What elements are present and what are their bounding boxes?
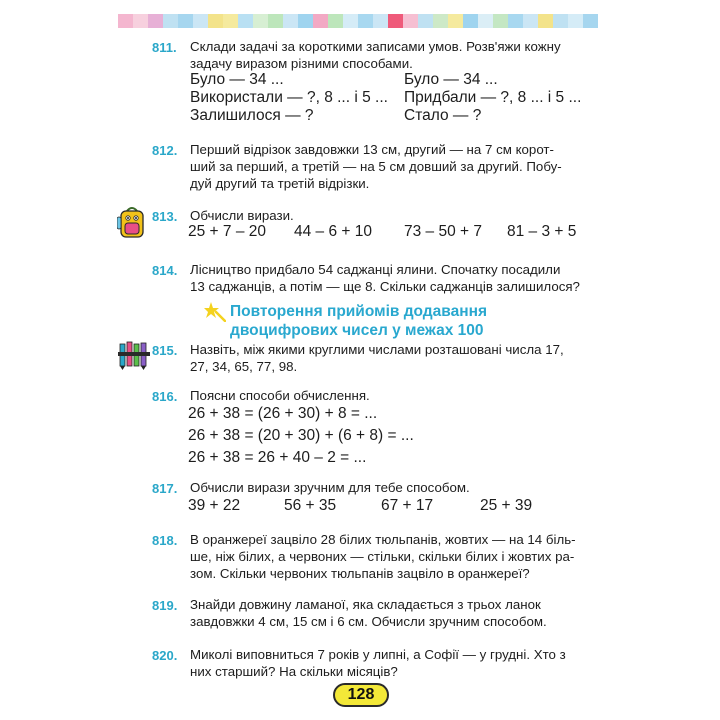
exercise-text: ше, ніж білих, а червоних — стільки, скільки білих і жовтих ра- [190, 549, 575, 564]
condition-right-2: Придбали — ?, 8 ... і 5 ... [404, 89, 582, 106]
expression: 25 + 39 [480, 497, 533, 514]
strip-square [118, 14, 133, 28]
exercise-text: зом. Скільки червоних тюльпанів зацвіло в оранжереї? [190, 566, 530, 581]
exercise-number: 817. [152, 481, 178, 496]
exercise-text: Поясни способи обчислення. [190, 388, 370, 403]
exercise-number: 813. [152, 209, 178, 224]
strip-square [463, 14, 478, 28]
condition-left-1: Було — 34 ... [190, 71, 284, 88]
expression: 67 + 17 [381, 497, 434, 514]
exercise-number: 812. [152, 143, 178, 158]
section-heading-line1: Повторення прийомів додавання [230, 303, 487, 320]
strip-square [433, 14, 448, 28]
strip-square [493, 14, 508, 28]
expression: 39 + 22 [188, 497, 241, 514]
section-heading [230, 302, 487, 340]
star-icon [204, 300, 226, 322]
decorative-color-strip [118, 14, 598, 28]
exercise-text: Перший відрізок завдовжки 13 см, другий — на 7 см корот- [190, 142, 554, 157]
exercise-text: Обчисли вирази. [190, 208, 294, 223]
strip-square [163, 14, 178, 28]
exercise-text: дуй другий та третій відрізки. [190, 176, 370, 191]
strip-square [403, 14, 418, 28]
condition-left-3: Залишилося — ? [190, 107, 314, 124]
strip-square [268, 14, 283, 28]
strip-square [298, 14, 313, 28]
strip-square [283, 14, 298, 28]
strip-square [343, 14, 358, 28]
strip-square [133, 14, 148, 28]
strip-square [313, 14, 328, 28]
exercise-text: Обчисли вирази зручним для тебе способом. [190, 480, 470, 495]
condition-left-2: Використали — ?, 8 ... і 5 ... [190, 89, 388, 106]
expression: 25 + 7 – 20 [188, 223, 266, 240]
strip-square [418, 14, 433, 28]
strip-square [538, 14, 553, 28]
strip-square [568, 14, 583, 28]
condition-right-3: Стало — ? [404, 107, 482, 124]
strip-square [523, 14, 538, 28]
strip-square [478, 14, 493, 28]
pencils-icon [118, 340, 152, 370]
strip-square [583, 14, 598, 28]
exercise-text: Лісництво придбало 54 саджанці ялини. Спочатку посадили [190, 262, 561, 277]
expression: 81 – 3 + 5 [507, 223, 577, 240]
exercise-text: Миколі виповниться 7 років у липні, а Софії — у грудні. Хто з [190, 647, 566, 662]
exercise-text: 27, 34, 65, 77, 98. [190, 359, 298, 374]
strip-square [208, 14, 223, 28]
exercise-text: Склади задачі за короткими записами умов. Розв'яжи кожну [190, 39, 561, 54]
section-heading-line2: двоцифрових чисел у межах 100 [230, 322, 484, 339]
exercise-number: 814. [152, 263, 178, 278]
exercise-text: завдовжки 4 см, 15 см і 6 см. Обчисли зручним способом. [190, 614, 547, 629]
strip-square [328, 14, 343, 28]
condition-right-1: Було — 34 ... [404, 71, 498, 88]
exercise-text: них старший? На скільки місяців? [190, 664, 398, 679]
exercise-number: 811. [152, 40, 177, 55]
strip-square [223, 14, 238, 28]
exercise-text: В оранжереї зацвіло 28 білих тюльпанів, жовтих — на 14 біль- [190, 532, 576, 547]
exercise-number: 819. [152, 598, 178, 613]
strip-square [178, 14, 193, 28]
page-number: 128 [333, 683, 389, 707]
expression: 56 + 35 [284, 497, 337, 514]
expression: 44 – 6 + 10 [294, 223, 372, 240]
strip-square [358, 14, 373, 28]
strip-square [373, 14, 388, 28]
strip-square [448, 14, 463, 28]
backpack-icon [117, 205, 147, 239]
exercise-text: ший за перший, а третій — на 5 см довший за другий. Побу- [190, 159, 562, 174]
exercise-number: 816. [152, 389, 178, 404]
strip-square [508, 14, 523, 28]
strip-square [148, 14, 163, 28]
strip-square [388, 14, 403, 28]
strip-square [193, 14, 208, 28]
exercise-number: 818. [152, 533, 178, 548]
strip-square [238, 14, 253, 28]
expression: 26 + 38 = (20 + 30) + (6 + 8) = ... [188, 427, 414, 444]
exercise-text: Назвіть, між якими круглими числами розташовані числа 17, [190, 342, 564, 357]
exercise-text: 13 саджанців, а потім — ще 8. Скільки саджанців залишилося? [190, 279, 580, 294]
expression: 26 + 38 = (26 + 30) + 8 = ... [188, 405, 378, 422]
strip-square [553, 14, 568, 28]
expression: 73 – 50 + 7 [404, 223, 482, 240]
exercise-text: задачу виразом різними способами. [190, 56, 413, 71]
exercise-number: 820. [152, 648, 178, 663]
expression: 26 + 38 = 26 + 40 – 2 = ... [188, 449, 367, 466]
exercise-number: 815. [152, 343, 178, 358]
strip-square [253, 14, 268, 28]
exercise-text: Знайди довжину ламаної, яка складається з трьох ланок [190, 597, 541, 612]
